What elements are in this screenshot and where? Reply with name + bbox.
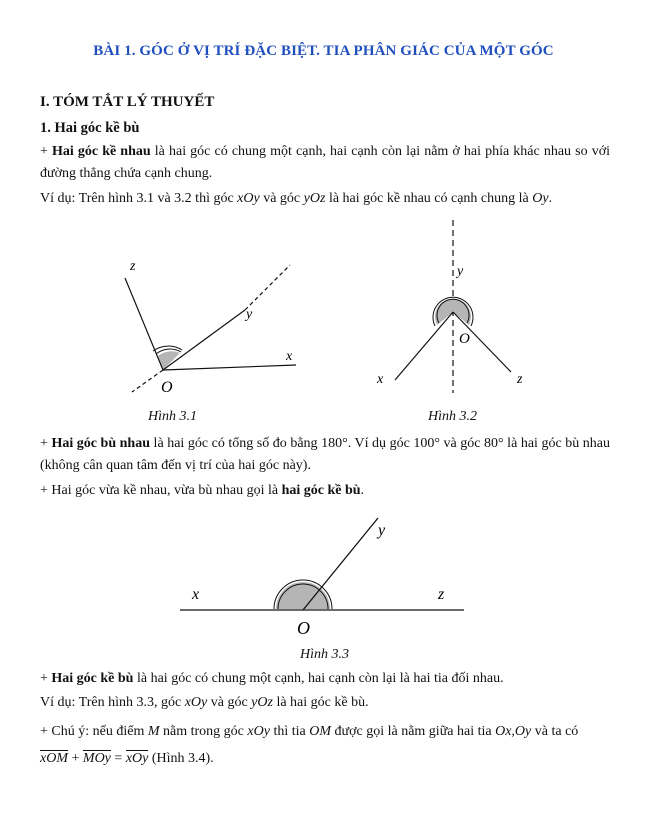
- text: =: [110, 751, 126, 766]
- figure-caption: Hình 3.2: [428, 409, 477, 424]
- paragraph-supplementary-definition: [40, 433, 610, 477]
- value: 80°: [484, 436, 504, 451]
- text: nằm trong góc: [159, 724, 248, 739]
- dashed-extension: [245, 265, 290, 310]
- subsection-heading: 1. Hai góc kề bù: [40, 120, 140, 136]
- value: 100°: [413, 436, 440, 451]
- text: thì tia: [269, 724, 310, 739]
- text: là hai góc kề bù.: [272, 695, 369, 710]
- label-x: x: [377, 372, 384, 387]
- text: .: [360, 483, 365, 498]
- text: là hai góc có chung một cạnh, hai cạnh còn lại là hai tia đối nhau.: [133, 671, 504, 686]
- label-z: z: [438, 586, 445, 603]
- text: và góc: [259, 191, 304, 206]
- text: +: [40, 436, 52, 451]
- figure-3-1: [100, 250, 320, 400]
- text: và góc: [207, 695, 252, 710]
- text: Ví dụ: Trên hình 3.3, góc: [40, 695, 185, 710]
- term-bold: Hai góc kề bù: [51, 671, 134, 686]
- angle-moy: MOy: [82, 751, 111, 766]
- angle-xom: xOM: [40, 751, 68, 766]
- section-heading: I. TÓM TẮT LÝ THUYẾT: [40, 94, 215, 110]
- figure-3-2: [365, 215, 545, 400]
- label-y: y: [378, 522, 386, 539]
- math: Ox,Oy: [495, 724, 532, 739]
- angle-sum-formula: [40, 748, 610, 770]
- paragraph-note: [40, 721, 610, 743]
- text: Ví dụ: Trên hình 3.1 và 3.2 thì góc: [40, 191, 238, 206]
- text: là hai góc bù nhau (không cân quan tâm đến vị trí của hai góc này).: [40, 436, 610, 473]
- ray-oz: [125, 278, 163, 370]
- label-x: x: [192, 586, 200, 603]
- text: +: [68, 751, 83, 766]
- page-title: BÀI 1. GÓC Ở VỊ TRÍ ĐẶC BIỆT. TIA PHÂN GIÁC CỦA MỘT GÓC: [93, 43, 554, 59]
- label-y: y: [457, 264, 464, 279]
- label-z: z: [517, 372, 523, 387]
- term-bold: Hai góc kề nhau: [52, 144, 151, 159]
- text: và góc: [439, 436, 485, 451]
- ray-oy: [303, 518, 378, 610]
- text: +: [40, 144, 52, 159]
- text: là hai góc có tổng số đo bằng: [150, 436, 322, 451]
- math: xOy: [184, 695, 208, 710]
- math: yOz: [303, 191, 326, 206]
- label-x: x: [286, 349, 293, 364]
- label-o: O: [459, 331, 470, 347]
- ray-oy: [163, 310, 245, 370]
- math: OM: [309, 724, 331, 739]
- text: + Hai góc vừa kề nhau, vừa bù nhau gọi là: [40, 483, 282, 498]
- label-y: y: [246, 307, 253, 322]
- ray-ox: [395, 312, 453, 380]
- dashed-extension: [132, 370, 163, 392]
- paragraph-adjacent-definition: [40, 141, 610, 185]
- math: M: [147, 724, 160, 739]
- text: là hai góc có chung một cạnh, hai cạnh còn lại nằm ở hai phía khác nhau so với đường thẳng chứa cạnh chung.: [40, 144, 610, 181]
- figure-caption: Hình 3.3: [300, 647, 349, 662]
- math: Oy: [532, 191, 549, 206]
- text: (Hình 3.4).: [148, 751, 214, 766]
- paragraph-adjacent-example: [40, 188, 610, 210]
- value: 180°: [321, 436, 348, 451]
- text: .: [548, 191, 553, 206]
- text: và ta có: [531, 724, 579, 739]
- term-bold: Hai góc bù nhau: [51, 436, 151, 451]
- angle-xoy: xOy: [125, 751, 149, 766]
- text: +: [40, 671, 52, 686]
- label-z: z: [130, 259, 136, 274]
- text: được gọi là nằm giữa hai tia: [331, 724, 496, 739]
- math: xOy: [237, 191, 260, 206]
- label-o: O: [297, 618, 310, 638]
- paragraph-linear-pair-definition: [40, 668, 610, 690]
- math: yOz: [251, 695, 273, 710]
- term-bold: hai góc kề bù: [281, 483, 361, 498]
- text: + Chú ý: nếu điểm: [40, 724, 148, 739]
- paragraph-linear-pair-intro: [40, 480, 610, 502]
- figure-caption: Hình 3.1: [148, 409, 197, 424]
- label-o: O: [161, 379, 173, 396]
- ray-ox: [163, 365, 296, 370]
- paragraph-linear-pair-example: [40, 692, 610, 714]
- text: là hai góc kề nhau có cạnh chung là: [325, 191, 533, 206]
- figure-3-3: [180, 505, 470, 640]
- text: . Ví dụ góc: [347, 436, 414, 451]
- math: xOy: [247, 724, 270, 739]
